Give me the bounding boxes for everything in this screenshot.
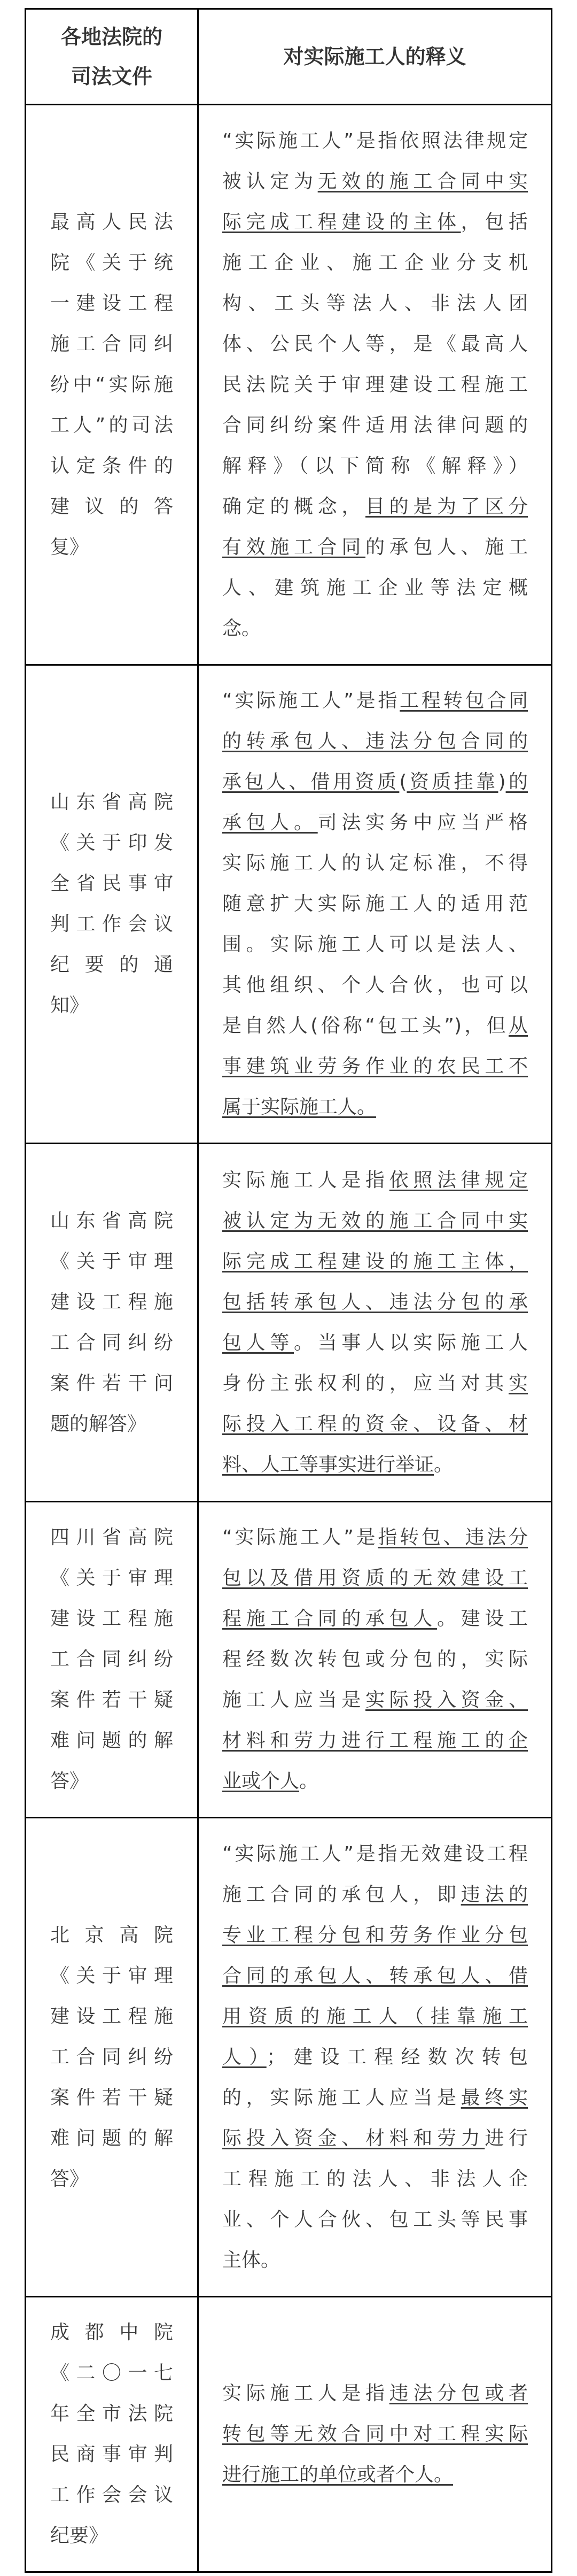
court-document-line: 案件若干疑 bbox=[50, 2086, 173, 2109]
definition-text: “实际施工人”是 bbox=[222, 1526, 378, 1548]
definition-text: 其他组织、个人合伙，也可以 bbox=[222, 974, 528, 996]
definition-line bbox=[222, 1996, 528, 2037]
underlined-key-phrase: 材料和劳力进行工程施工的企 bbox=[222, 1730, 528, 1752]
definition-line bbox=[222, 1160, 528, 1201]
definition-cell bbox=[199, 2297, 551, 2571]
definition-line bbox=[222, 243, 528, 283]
definition-line bbox=[222, 283, 528, 324]
definition-text: 施工合同的承包人，即 bbox=[222, 1883, 461, 1906]
definition-line bbox=[222, 1875, 528, 1915]
underlined-key-phrase: 人） bbox=[222, 2046, 267, 2068]
definition-text: 主体。 bbox=[222, 2249, 280, 2271]
definition-line bbox=[222, 365, 528, 405]
definition-line bbox=[222, 1680, 528, 1721]
underlined-key-phrase: 事建筑业劳务作业的农民工不 bbox=[222, 1055, 528, 1077]
court-document-line: 答》 bbox=[50, 1770, 89, 1792]
underlined-key-phrase: 业或个人 bbox=[222, 1770, 300, 1792]
definition-line bbox=[222, 487, 528, 527]
underlined-key-phrase: 违法的 bbox=[461, 1883, 528, 1906]
definition-text: 构、工头等法人、非法人团 bbox=[222, 292, 528, 314]
underlined-key-phrase: 最终实 bbox=[461, 2086, 528, 2109]
definition-text: 司法实务中应当严格 bbox=[317, 812, 528, 834]
underlined-key-phrase: 进行施工的单位或者个人。 bbox=[222, 2464, 454, 2486]
court-document-line: 工合同纠纷 bbox=[50, 2046, 173, 2068]
underlined-key-phrase: 承包人、借用资质 bbox=[222, 771, 400, 793]
definition-line bbox=[222, 2159, 528, 2200]
definition-text: ，包括 bbox=[461, 211, 528, 233]
definition-cell bbox=[199, 666, 551, 1143]
definition-line bbox=[222, 202, 528, 243]
definition-line bbox=[222, 2037, 528, 2078]
definition-text: 确定的概念， bbox=[222, 495, 365, 518]
definition-line bbox=[222, 1721, 528, 1761]
underlined-key-phrase: 的 bbox=[505, 771, 528, 793]
definition-line bbox=[222, 2373, 528, 2414]
court-document-line: 全省民事审 bbox=[50, 873, 173, 894]
underlined-key-phrase: 用资质的施工人（挂靠施工 bbox=[222, 2005, 528, 2027]
definition-line bbox=[222, 121, 528, 161]
definition-text: 施工人应当是 bbox=[222, 1689, 365, 1711]
underlined-key-phrase: 实 bbox=[508, 1372, 528, 1394]
definition-text: 。建设工 bbox=[436, 1608, 528, 1630]
underlined-key-phrase: 有效施工合同 bbox=[222, 536, 365, 558]
court-document-line: 难问题的解 bbox=[50, 1730, 173, 1752]
table-row bbox=[26, 1501, 551, 1817]
definition-line bbox=[222, 1558, 528, 1599]
definition-line bbox=[222, 1282, 528, 1323]
definition-text: 业、个人合伙、包工头等民事 bbox=[222, 2208, 528, 2231]
header-right-text: 对实际施工人的释义 bbox=[283, 45, 466, 68]
definition-line bbox=[222, 1201, 528, 1241]
definition-line bbox=[222, 803, 528, 843]
underlined-key-phrase: 料、人工等事实进行举证 bbox=[222, 1453, 434, 1476]
definition-text: ；建设工程经数次转包 bbox=[266, 2046, 528, 2068]
definition-line bbox=[222, 1087, 528, 1128]
table-row bbox=[26, 1817, 551, 2296]
court-document-line: 《关于印发 bbox=[50, 832, 173, 854]
court-document-line: 最高人民法 bbox=[50, 211, 173, 233]
underlined-key-phrase: 转包等无效合同中对工程实际 bbox=[222, 2423, 528, 2445]
definition-line bbox=[222, 1046, 528, 1087]
definition-text: 的，实际施工人应当是 bbox=[222, 2086, 461, 2109]
definition-line bbox=[222, 1956, 528, 1996]
header-left-line: 各地法院的 bbox=[60, 25, 162, 49]
underlined-key-phrase: 合同的承包人、转承包人、借 bbox=[222, 1964, 528, 1987]
definition-text: 被认定为 bbox=[222, 170, 318, 192]
underlined-key-phrase: 程施工合同的承包人 bbox=[222, 1608, 437, 1630]
court-document-cell bbox=[26, 105, 199, 664]
definition-line bbox=[222, 2118, 528, 2159]
court-document-line: 难问题的解 bbox=[50, 2127, 173, 2149]
table-header-row bbox=[26, 10, 551, 104]
definition-text: 解释》（以下简称《解释》） bbox=[222, 454, 528, 477]
definition-text: “实际施工人”是指依照法律规定 bbox=[222, 129, 528, 152]
court-document-line: 《关于审理 bbox=[50, 1964, 173, 1987]
court-document-line: 成 都 中 院 bbox=[50, 2322, 173, 2343]
definition-line bbox=[222, 1517, 528, 1558]
court-document-line: 一建设工程 bbox=[50, 292, 173, 314]
definition-line bbox=[222, 1404, 528, 1445]
definition-text: 的承包人、施工 bbox=[365, 536, 528, 558]
court-document-line: 施工合同纠 bbox=[50, 333, 173, 355]
underlined-key-phrase: 资质挂靠 bbox=[407, 771, 498, 793]
definition-line bbox=[222, 608, 528, 649]
underlined-key-phrase: 属于实际施工人。 bbox=[222, 1096, 377, 1118]
definition-text: 施工企业、施工企业分支机 bbox=[222, 251, 528, 274]
court-document-line: 工人”的司法 bbox=[50, 414, 173, 436]
definition-line bbox=[222, 1241, 528, 1282]
court-document-line: 山东省高院 bbox=[50, 791, 173, 813]
underlined-key-phrase: 目的是为了区分 bbox=[365, 495, 528, 518]
definition-line bbox=[222, 1915, 528, 1956]
court-document-line: 认定条件的 bbox=[50, 454, 173, 477]
definition-line bbox=[222, 924, 528, 965]
definition-line bbox=[222, 1363, 528, 1404]
definition-text: 工程施工的法人、非法人企 bbox=[222, 2168, 528, 2190]
court-document-line: 建设工程施 bbox=[50, 1608, 173, 1630]
definition-text: 念。 bbox=[222, 617, 261, 639]
court-document-line: 案件若干问 bbox=[50, 1372, 173, 1394]
underlined-key-phrase: 承包人。 bbox=[222, 812, 318, 834]
court-document-line: 院《关于统 bbox=[50, 251, 173, 274]
definition-text: 身份主张权利的，应当对其 bbox=[222, 1372, 509, 1394]
court-document-line: 纪 要 的 通 bbox=[50, 954, 173, 976]
definition-line bbox=[222, 1445, 528, 1485]
table-row bbox=[26, 2296, 551, 2571]
definition-text: 合同纠纷案件适用法律问题的 bbox=[222, 414, 528, 436]
definition-line bbox=[222, 2414, 528, 2455]
court-document-line: 答》 bbox=[50, 2168, 89, 2190]
definition-text: ) bbox=[498, 771, 506, 793]
underlined-key-phrase: 违法分包或者 bbox=[389, 2382, 528, 2404]
underlined-key-phrase: 依照法律规定 bbox=[389, 1169, 528, 1191]
definition-line bbox=[222, 324, 528, 365]
definition-line bbox=[222, 721, 528, 762]
court-definitions-table bbox=[25, 8, 552, 2573]
definition-line bbox=[222, 161, 528, 202]
definition-text: 。 bbox=[299, 1770, 319, 1792]
definition-line bbox=[222, 1639, 528, 1680]
underlined-key-phrase: 际完成工程建设的施工主体， bbox=[222, 1250, 528, 1272]
court-document-line: 山东省高院 bbox=[50, 1209, 173, 1232]
underlined-key-phrase: 包括转承包人、违法分包的承 bbox=[222, 1291, 528, 1313]
definition-line bbox=[222, 1599, 528, 1639]
definition-line bbox=[222, 762, 528, 803]
definition-cell bbox=[199, 1818, 551, 2296]
court-document-line: 工合同纠纷 bbox=[50, 1648, 173, 1670]
definition-line bbox=[222, 1006, 528, 1046]
court-document-line: 四川省高院 bbox=[50, 1526, 173, 1548]
underlined-key-phrase: 际投入资金、材料和劳力 bbox=[222, 2127, 485, 2149]
court-document-line: 工合同纠纷 bbox=[50, 1331, 173, 1354]
court-document-line: 工作会会议 bbox=[50, 2484, 173, 2506]
court-document-line: 民商事审判 bbox=[50, 2443, 173, 2465]
court-document-line: 纪要》 bbox=[50, 2525, 108, 2547]
definition-text: 。当事人以实际施工人 bbox=[294, 1331, 528, 1354]
court-document-cell bbox=[26, 1502, 199, 1817]
definition-line bbox=[222, 2078, 528, 2118]
definition-line bbox=[222, 2200, 528, 2240]
definition-line bbox=[222, 446, 528, 487]
definition-cell bbox=[199, 1502, 551, 1817]
underlined-key-phrase: 的转承包人、违法分包合同的 bbox=[222, 730, 528, 752]
court-document-line: 建 议 的 答 bbox=[50, 495, 173, 518]
definition-text: 实际施工人的认定标准，不得 bbox=[222, 852, 528, 874]
definition-text: “实际施工人”是指 bbox=[222, 690, 400, 712]
court-document-line: 《关于审理 bbox=[50, 1567, 173, 1589]
underlined-key-phrase: 实际投入资金、 bbox=[365, 1689, 528, 1711]
underlined-key-phrase: 无效的施工合同中实 bbox=[317, 170, 528, 192]
definition-line bbox=[222, 405, 528, 446]
definition-text: 人、建筑施工企业等法定概 bbox=[222, 576, 528, 599]
court-document-cell bbox=[26, 1144, 199, 1501]
court-document-line: 建设工程施 bbox=[50, 2005, 173, 2027]
definition-line bbox=[222, 884, 528, 924]
underlined-key-phrase: 包以及借用资质的无效建设工 bbox=[222, 1567, 528, 1589]
definition-cell bbox=[199, 1144, 551, 1501]
court-document-line: 知》 bbox=[50, 994, 89, 1016]
header-left-line: 司法文件 bbox=[71, 65, 152, 88]
court-document-cell bbox=[26, 2297, 199, 2571]
definition-line bbox=[222, 1834, 528, 1875]
underlined-key-phrase: 专业工程分包和劳务作业分包 bbox=[222, 1924, 528, 1946]
court-document-line: 复》 bbox=[50, 536, 89, 558]
table-row bbox=[26, 1143, 551, 1501]
definition-text: 。 bbox=[434, 1453, 454, 1476]
table-row bbox=[26, 664, 551, 1143]
court-document-line: 案件若干疑 bbox=[50, 1689, 173, 1711]
definition-line bbox=[222, 2455, 528, 2495]
underlined-key-phrase: 工程转包合同 bbox=[400, 690, 528, 712]
definition-line bbox=[222, 1323, 528, 1363]
definition-text: 随意扩大实际施工人的适用范 bbox=[222, 893, 528, 915]
definition-text: 民法院关于审理建设工程施工 bbox=[222, 373, 528, 396]
definition-line bbox=[222, 568, 528, 608]
court-document-line: 纷中“实际施 bbox=[50, 373, 173, 396]
header-court-documents bbox=[26, 10, 199, 104]
court-document-line: 题的解答》 bbox=[50, 1413, 147, 1435]
definition-text: ( bbox=[399, 771, 407, 793]
definition-text: 程经数次转包或分包的，实际 bbox=[222, 1648, 528, 1670]
definition-line bbox=[222, 2240, 528, 2281]
court-document-cell bbox=[26, 666, 199, 1143]
definition-text: 实际施工人是指 bbox=[222, 1169, 389, 1191]
definition-text: 实际施工人是指 bbox=[222, 2382, 389, 2404]
underlined-key-phrase: 包人等 bbox=[222, 1331, 294, 1354]
definition-line bbox=[222, 527, 528, 568]
definition-line bbox=[222, 843, 528, 884]
definition-line bbox=[222, 681, 528, 721]
definition-text: 是自然人(俗称“包工头”)，但 bbox=[222, 1015, 509, 1037]
underlined-key-phrase: 指转包、违法分 bbox=[378, 1526, 528, 1548]
court-document-line: 《关于审理 bbox=[50, 1250, 173, 1272]
definition-line bbox=[222, 965, 528, 1006]
definition-text: 体、公民个人等，是《最高人 bbox=[222, 333, 528, 355]
definition-cell bbox=[199, 105, 551, 664]
underlined-key-phrase: 被认定为无效的施工合同中实 bbox=[222, 1209, 528, 1232]
court-document-line: 年全市法院 bbox=[50, 2403, 173, 2425]
underlined-key-phrase: 际投入工程的资金、设备、材 bbox=[222, 1413, 528, 1435]
court-document-line: 判工作会议 bbox=[50, 913, 173, 935]
court-document-line: 《二〇一七 bbox=[50, 2362, 173, 2384]
definition-text: 围。实际施工人可以是法人、 bbox=[222, 934, 528, 955]
court-document-line: 建设工程施 bbox=[50, 1291, 173, 1313]
header-definition bbox=[199, 10, 551, 104]
underlined-key-phrase: 际完成工程建设的主体 bbox=[222, 211, 461, 233]
definition-line bbox=[222, 1761, 528, 1802]
court-document-line: 北 京 高 院 bbox=[50, 1924, 173, 1946]
definition-text: 进行 bbox=[485, 2127, 528, 2149]
table-row bbox=[26, 104, 551, 664]
underlined-key-phrase: 从 bbox=[508, 1015, 528, 1037]
court-document-cell bbox=[26, 1818, 199, 2296]
definition-text: “实际施工人”是指无效建设工程 bbox=[222, 1842, 528, 1865]
